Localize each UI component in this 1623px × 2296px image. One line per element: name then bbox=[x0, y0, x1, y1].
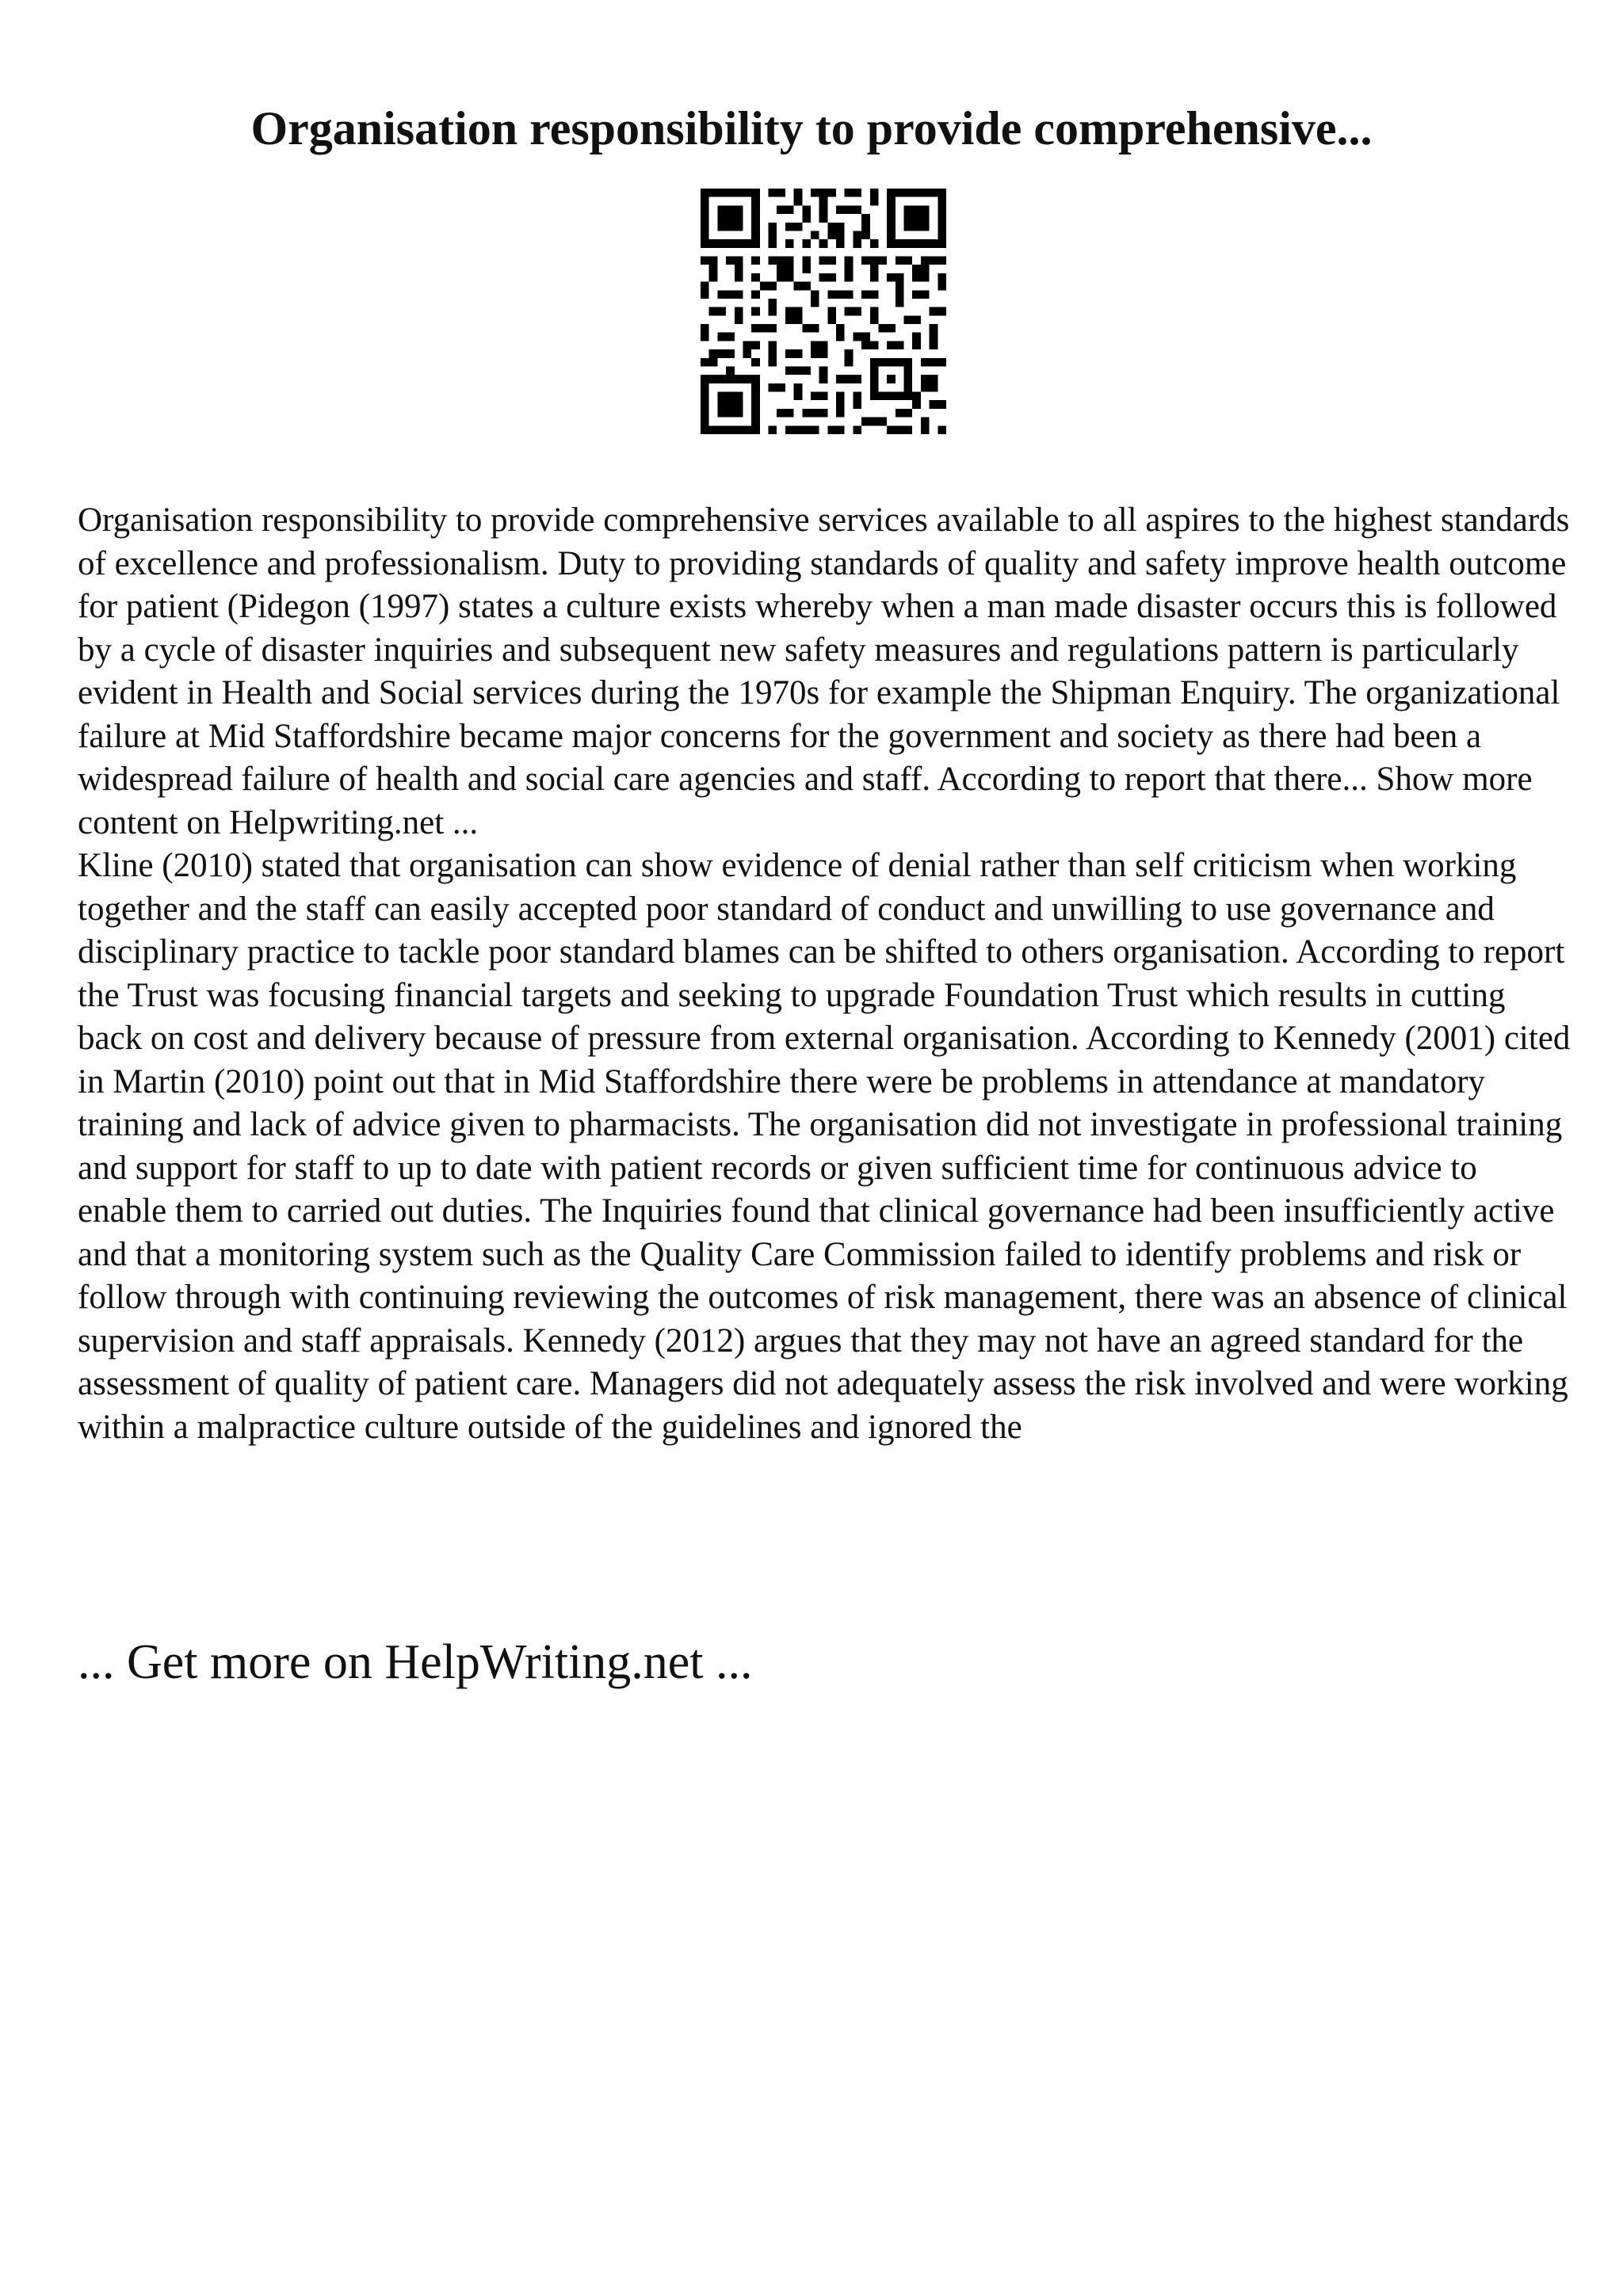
paragraph-main: Kline (2010) stated that organisation can show evidence of denial rather than self criticism when working together and the staff can easily accepted poor standard of conduct and unwilling to use governance and disciplinary practice to tackle poor standard blames can be shifted to others organisation. According to report the Trust was focusing financial targets and seeking to upgrade Foundation Trust which results in cutting back on cost and delivery because of pressure from external organisation. According to Kennedy (2001) cited in Martin (2010) point out that in Mid Staffordshire there were be problems in attendance at mandatory training and lack of advice given to pharmacists. The organisation did not investigate in professional training and support for staff to up to date with patient records or given sufficient time for continuous advice to enable them to carried out duties. The Inquiries found that clinical governance had been insufficiently active and that a monitoring system such as the Quality Care Commission failed to identify problems and risk or follow through with continuing reviewing the outcomes of risk management, there was an absence of clinical supervision and staff appraisals. Kennedy (2012) argues that they may not have an agreed standard for the assessment of quality of patient care. Managers did not adequately assess the risk involved and were working within a malpractice culture outside of the guidelines and ignored the bbox=[78, 847, 1571, 1446]
get-more-link[interactable]: ... Get more on HelpWriting.net ... bbox=[78, 1635, 753, 1689]
qr-code-icon bbox=[701, 189, 946, 434]
qr-code-graphic bbox=[701, 189, 946, 434]
document-title: Organisation responsibility to provide comprehensive... bbox=[250, 102, 1373, 154]
document-body bbox=[78, 499, 1571, 1449]
paragraph-intro: Organisation responsibility to provide comprehensive services available to all aspires to the highest standards of excellence and professionalism. Duty to providing standards of quality and safety improve health outcome for patient (Pidegon (1997) states a culture exists whereby when a man made disaster occurs this is followed by a cycle of disaster inquiries and subsequent new safety measures and regulations pattern is particularly evident in Health and Social services during the 1970s for example the Shipman Enquiry. The organizational failure at Mid Staffordshire became major concerns for the government and society as there had been a widespread failure of health and social care agencies and staff. According to report that there... Show more content on Helpwriting.net ... bbox=[78, 502, 1570, 841]
